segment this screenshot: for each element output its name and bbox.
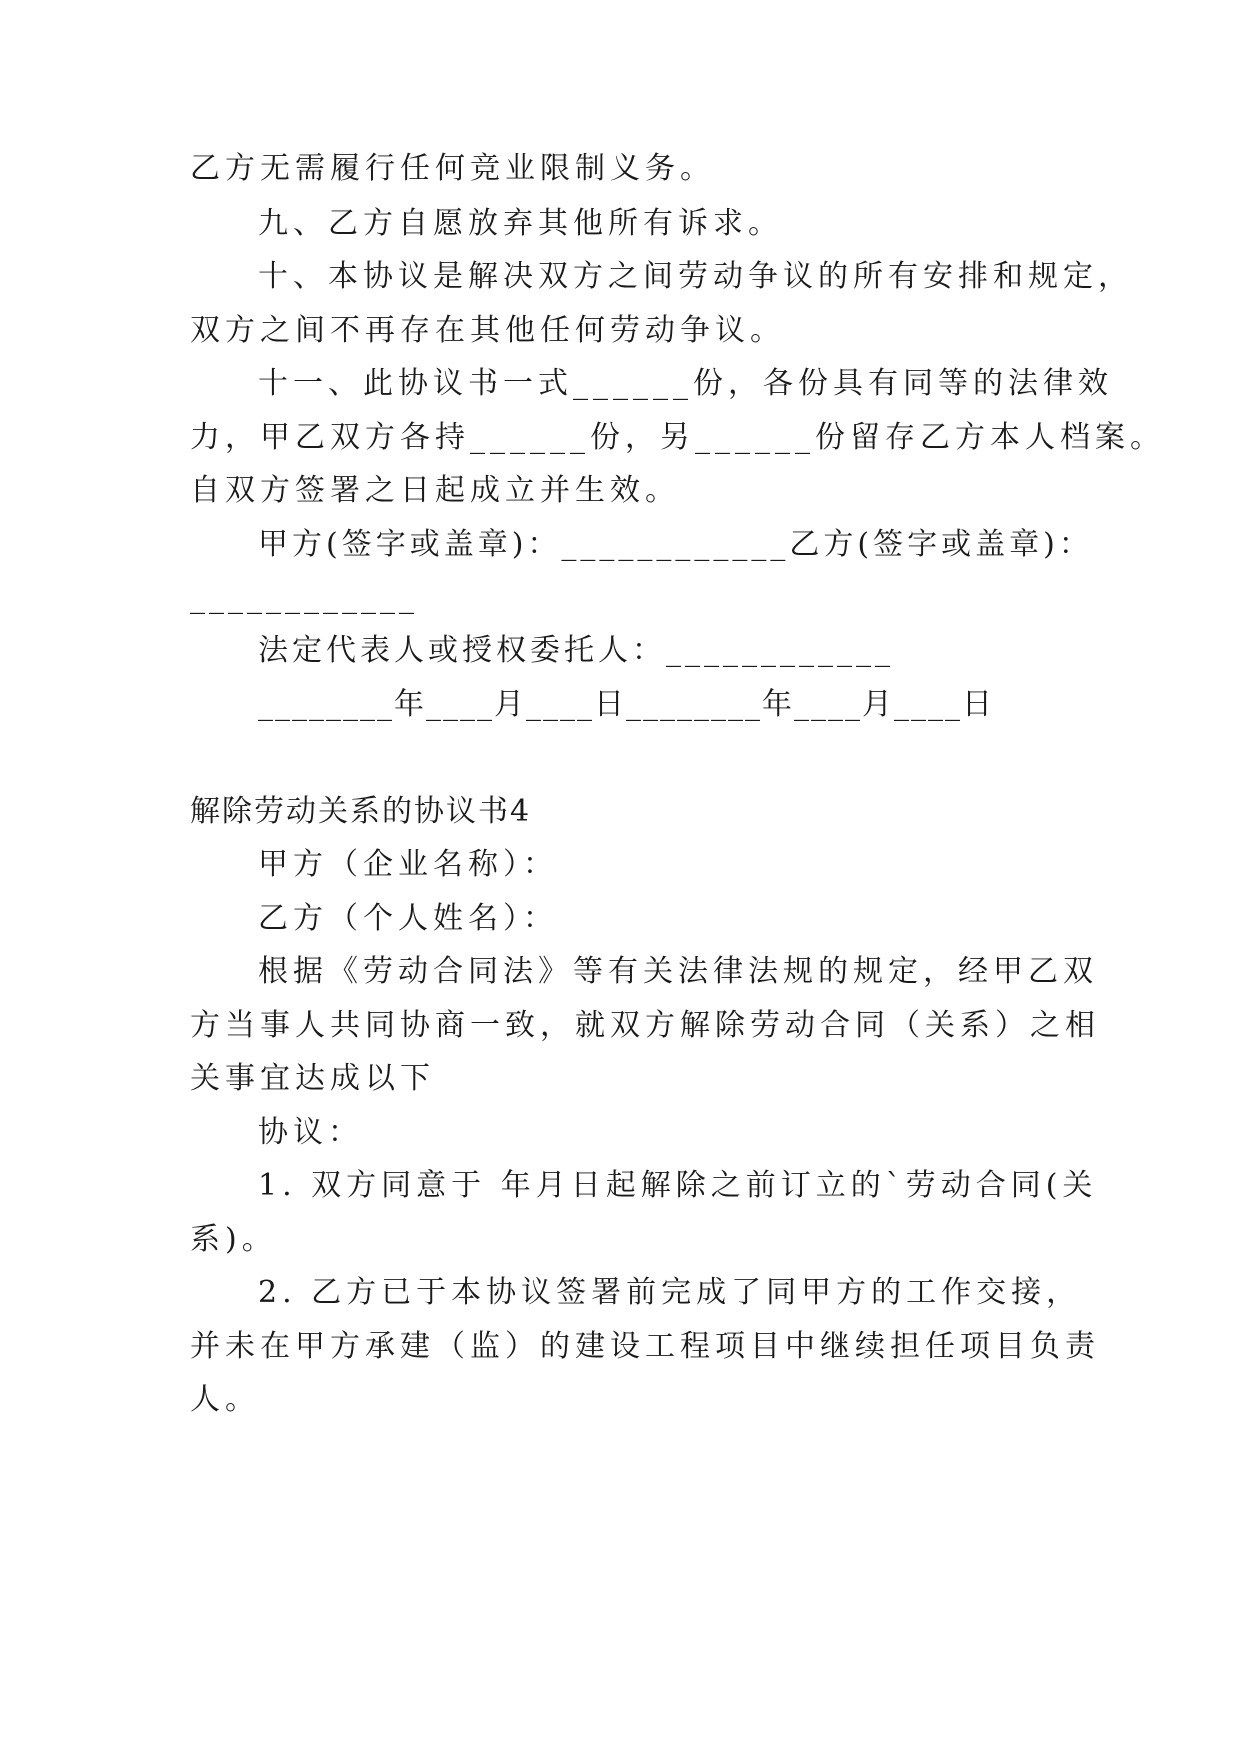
- agreement-label: 协议：: [258, 1115, 363, 1150]
- legal-representative-line: 法定代表人或授权委托人：____________: [258, 633, 894, 668]
- clause-11-line-3: 自双方签署之日起成立并生效。: [190, 473, 680, 508]
- preamble-line-2: 方当事人共同协商一致，就双方解除劳动合同（关系）之相: [190, 1008, 1100, 1043]
- clause-10-line-1: 十、本协议是解决双方之间劳动争议的所有安排和规定，: [258, 259, 1133, 294]
- preamble-line-1: 根据《劳动合同法》等有关法律法规的规定，经甲乙双: [258, 954, 1098, 989]
- item-2-line-1: 2. 乙方已于本协议签署前完成了同甲方的工作交接，: [258, 1275, 1082, 1310]
- item-1-line-1: 1. 双方同意于 年月日起解除之前订立的`劳动合同(关: [258, 1168, 1098, 1203]
- document-page: [190, 0, 1165, 1754]
- clause-11-line-2: 力，甲乙双方各持______份，另______份留存乙方本人档案。: [190, 420, 1165, 455]
- signature-line: 甲方(签字或盖章)：____________乙方(签字或盖章)：: [258, 527, 1093, 562]
- signature-blank: ____________: [190, 580, 418, 615]
- item-2-line-3: 人。: [190, 1382, 260, 1417]
- clause-8-end: 乙方无需履行任何竞业限制义务。: [190, 151, 715, 186]
- item-2-line-2: 并未在甲方承建（监）的建设工程项目中继续担任项目负责: [190, 1329, 1100, 1364]
- date-line: ________年____月____日________年____月____日: [258, 687, 994, 722]
- section-title: 解除劳动关系的协议书4: [190, 794, 532, 829]
- clause-10-line-2: 双方之间不再存在其他任何劳动争议。: [190, 313, 785, 348]
- clause-9: 九、乙方自愿放弃其他所有诉求。: [258, 206, 783, 241]
- party-b-line: 乙方（个人姓名）：: [258, 901, 558, 936]
- clause-11-line-1: 十一、此协议书一式______份，各份具有同等的法律效: [258, 366, 1113, 401]
- preamble-line-3: 关事宜达成以下: [190, 1061, 435, 1096]
- party-a-line: 甲方（企业名称）：: [258, 847, 558, 882]
- item-1-line-2: 系)。: [190, 1222, 277, 1257]
